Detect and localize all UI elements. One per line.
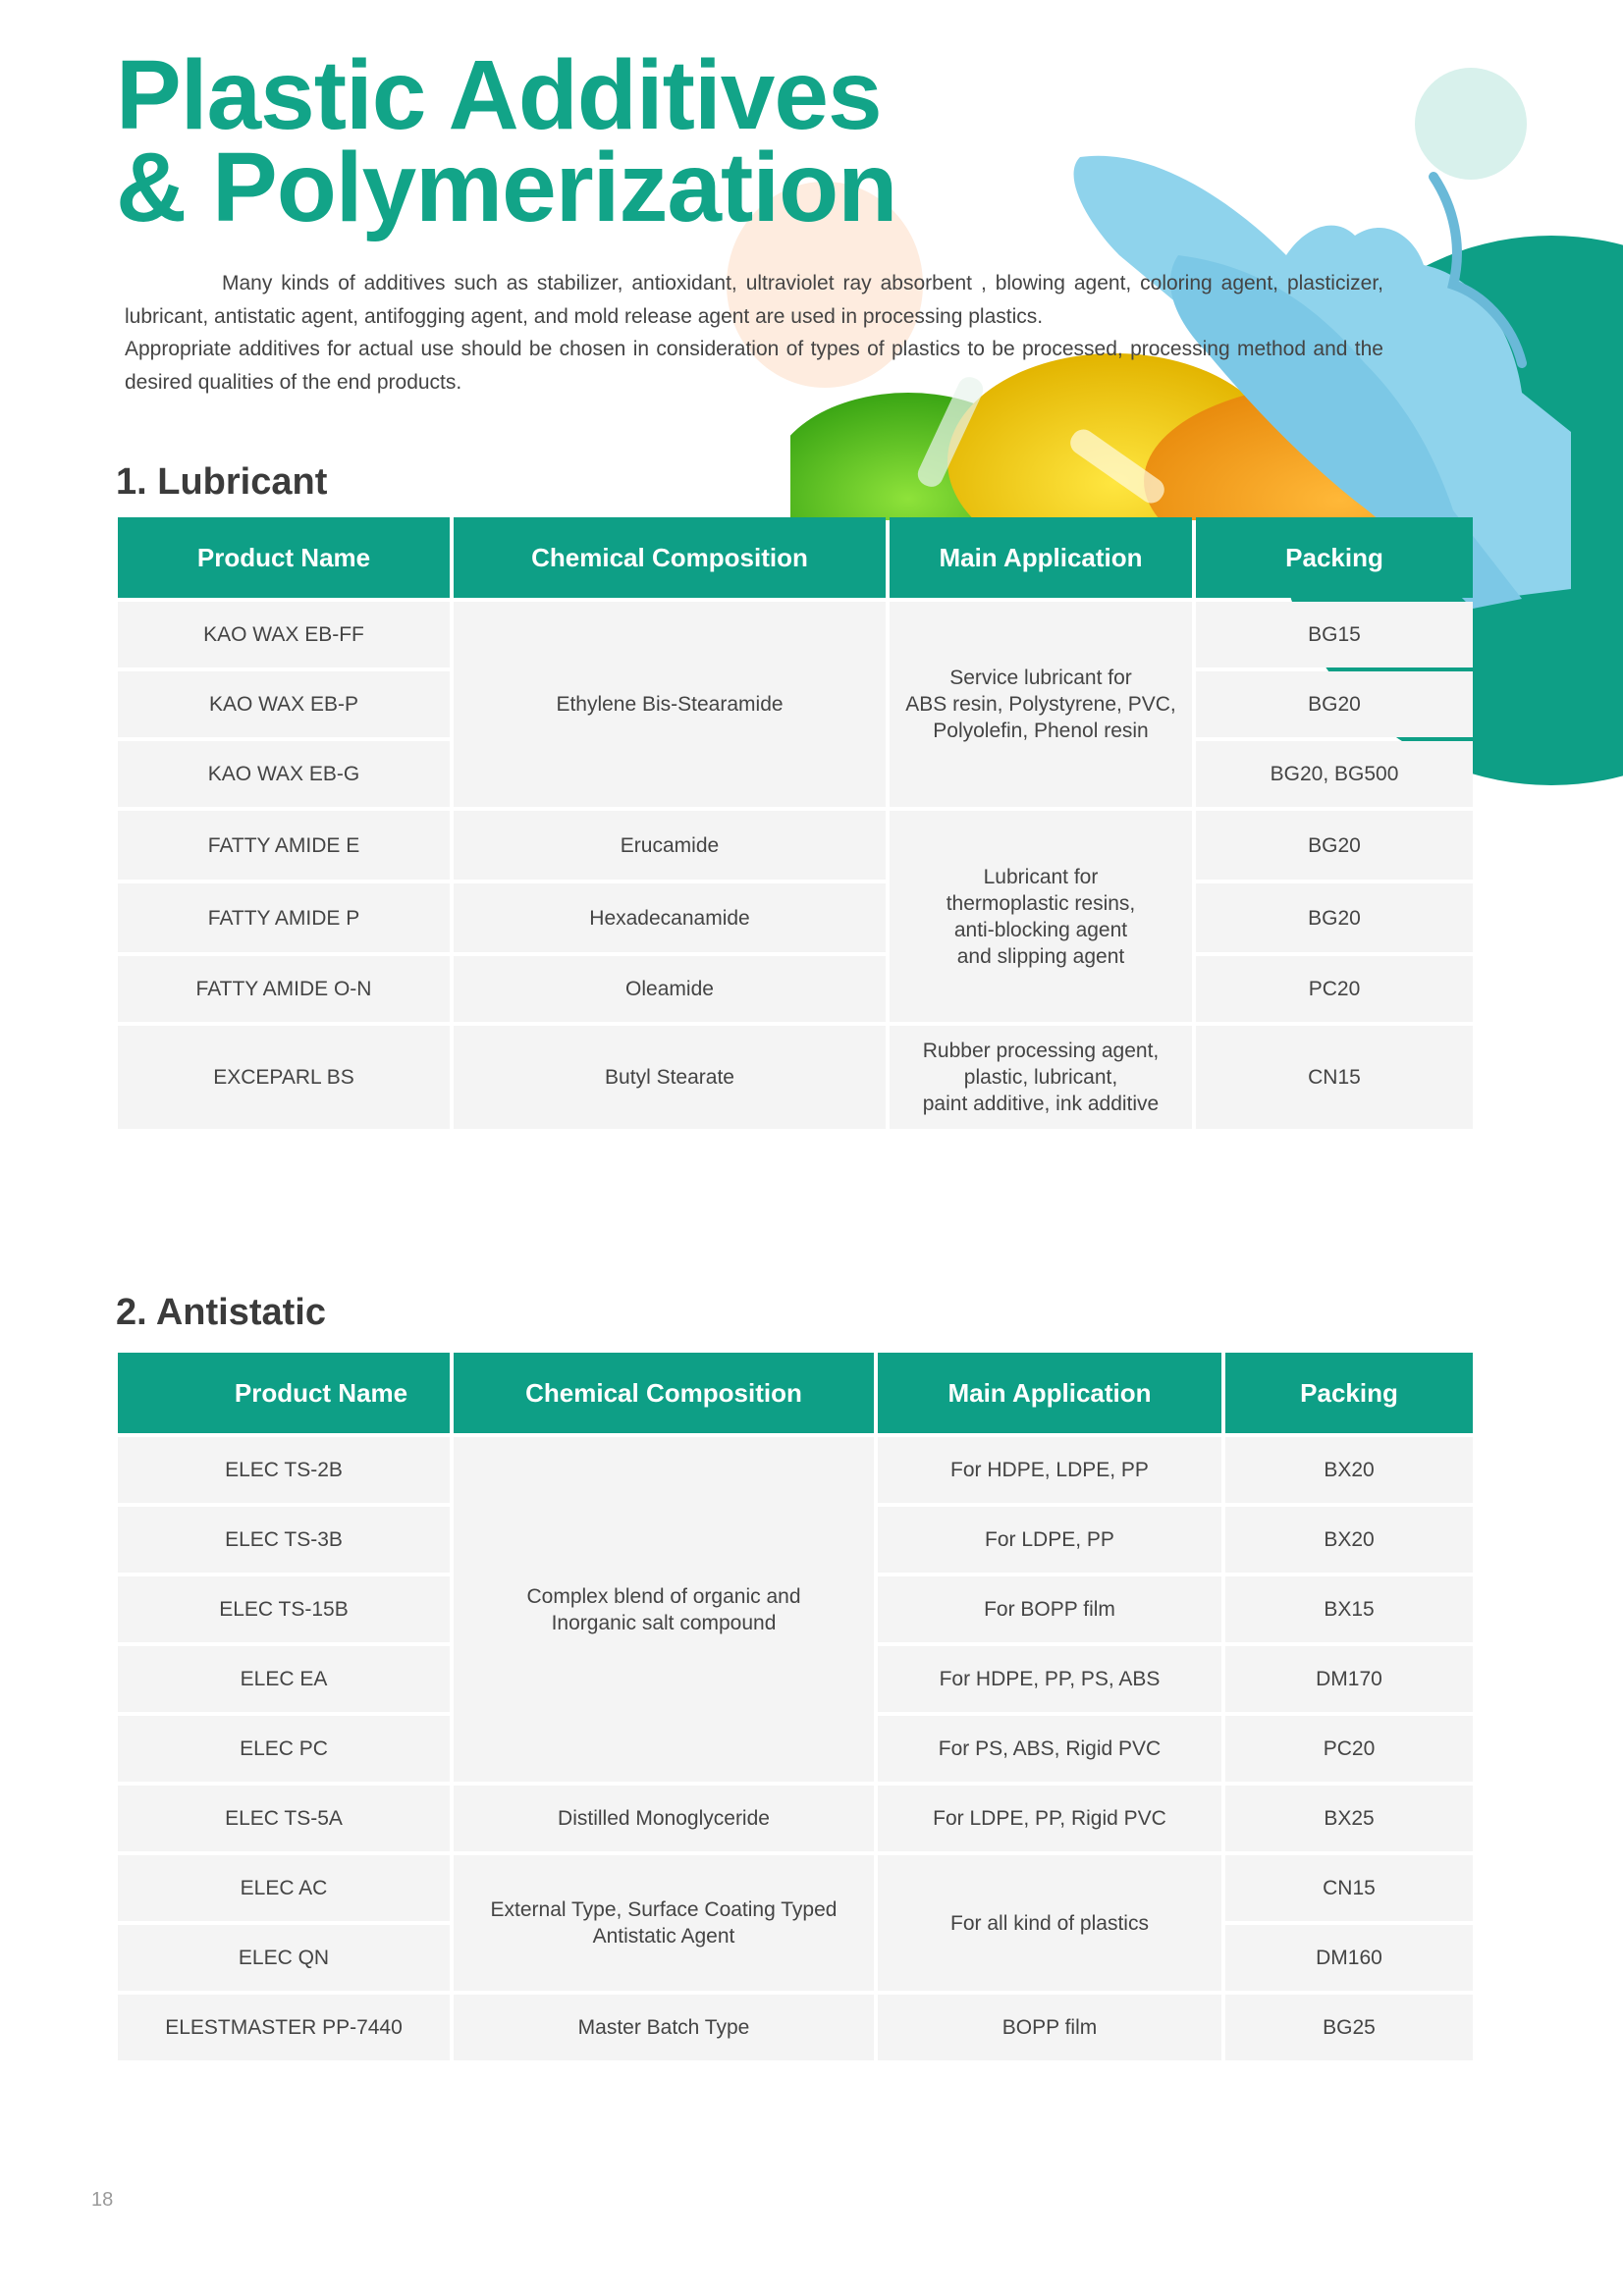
antistatic-table xyxy=(114,1349,1477,2064)
application-line: Service lubricant for xyxy=(949,667,1132,689)
packing-cell: DM160 xyxy=(1225,1925,1473,1991)
application-cell xyxy=(890,1026,1192,1129)
product-cell: ELEC TS-15B xyxy=(118,1576,450,1642)
application-line: ABS resin, Polystyrene, PVC, xyxy=(905,693,1176,716)
packing-cell: BG25 xyxy=(1225,1995,1473,2060)
product-cell: ELEC TS-5A xyxy=(118,1786,450,1851)
application-cell: BOPP film xyxy=(878,1995,1221,2060)
composition-line: Antistatic Agent xyxy=(592,1925,735,1948)
product-cell: KAO WAX EB-P xyxy=(118,671,450,737)
application-cell xyxy=(890,811,1192,1022)
packing-cell: BG15 xyxy=(1196,602,1473,667)
table-row xyxy=(118,883,1473,952)
column-header-product: Product Name xyxy=(118,1353,450,1433)
packing-cell: PC20 xyxy=(1196,956,1473,1022)
table-row xyxy=(118,1995,1473,2060)
column-header-composition: Chemical Composition xyxy=(454,517,886,598)
application-line: Rubber processing agent, xyxy=(922,1040,1160,1062)
intro-paragraph-2: Appropriate additives for actual use should be chosen in consideration of types of plastics to be processed, processing method and the desired qualities of the end products. xyxy=(125,338,1383,394)
column-header-product: Product Name xyxy=(118,517,450,598)
table-row xyxy=(118,811,1473,880)
table-row xyxy=(118,1786,1473,1851)
composition-cell: Hexadecanamide xyxy=(454,883,886,952)
packing-cell: BX20 xyxy=(1225,1437,1473,1503)
application-cell: For LDPE, PP xyxy=(878,1507,1221,1573)
product-cell: EXCEPARL BS xyxy=(118,1026,450,1129)
table-header-row xyxy=(118,517,1473,598)
column-header-packing: Packing xyxy=(1196,517,1473,598)
packing-cell: BX20 xyxy=(1225,1507,1473,1573)
application-line: anti-blocking agent xyxy=(953,918,1128,941)
application-line: paint additive, ink additive xyxy=(922,1093,1160,1115)
lubricant-table xyxy=(114,513,1477,1133)
product-cell: FATTY AMIDE O-N xyxy=(118,956,450,1022)
title-line-2: & Polymerization xyxy=(116,133,897,242)
product-cell: ELEC EA xyxy=(118,1646,450,1712)
application-cell: For all kind of plastics xyxy=(878,1855,1221,1991)
product-cell: KAO WAX EB-FF xyxy=(118,602,450,667)
composition-line: External Type, Surface Coating Typed xyxy=(490,1898,838,1921)
composition-cell xyxy=(454,1855,874,1991)
table-row xyxy=(118,956,1473,1022)
composition-cell: Oleamide xyxy=(454,956,886,1022)
application-cell xyxy=(890,602,1192,807)
product-cell: ELEC QN xyxy=(118,1925,450,1991)
packing-cell: DM170 xyxy=(1225,1646,1473,1712)
product-cell: FATTY AMIDE E xyxy=(118,811,450,880)
packing-cell: BG20 xyxy=(1196,811,1473,880)
intro-text xyxy=(125,267,1383,399)
composition-line: Complex blend of organic and xyxy=(526,1584,801,1608)
product-cell: ELEC TS-2B xyxy=(118,1437,450,1503)
product-cell: ELEC AC xyxy=(118,1855,450,1921)
intro-paragraph-1: Many kinds of additives such as stabilizer, antioxidant, ultraviolet ray absorbent , blowing agent, coloring agent, plasticizer, lubricant, antistatic agent, antifogging agent, and mold release agent are used in processing plastics. xyxy=(125,272,1383,328)
table-row xyxy=(118,1855,1473,1921)
application-line: and slipping agent xyxy=(956,944,1125,968)
packing-cell: CN15 xyxy=(1225,1855,1473,1921)
product-cell: ELEC TS-3B xyxy=(118,1507,450,1573)
column-header-packing: Packing xyxy=(1225,1353,1473,1433)
column-header-composition: Chemical Composition xyxy=(454,1353,874,1433)
packing-cell: BX15 xyxy=(1225,1576,1473,1642)
packing-cell: BG20 xyxy=(1196,671,1473,737)
product-cell: ELESTMASTER PP-7440 xyxy=(118,1995,450,2060)
packing-cell: BG20 xyxy=(1196,883,1473,952)
table-header-row xyxy=(118,1353,1473,1433)
composition-cell: Erucamide xyxy=(454,811,886,880)
application-cell: For BOPP film xyxy=(878,1576,1221,1642)
column-header-application: Main Application xyxy=(878,1353,1221,1433)
section-heading-antistatic: 2. Antistatic xyxy=(116,1292,326,1333)
column-header-application: Main Application xyxy=(890,517,1192,598)
composition-cell: Master Batch Type xyxy=(454,1995,874,2060)
table-row xyxy=(118,1437,1473,1503)
packing-cell: BX25 xyxy=(1225,1786,1473,1851)
packing-cell: BG20, BG500 xyxy=(1196,741,1473,807)
page-title xyxy=(116,40,897,242)
application-cell: For LDPE, PP, Rigid PVC xyxy=(878,1786,1221,1851)
product-cell: FATTY AMIDE P xyxy=(118,883,450,952)
title-line-1: Plastic Additives xyxy=(116,40,882,150)
application-cell: For PS, ABS, Rigid PVC xyxy=(878,1716,1221,1782)
application-line: plastic, lubricant, xyxy=(963,1066,1118,1089)
composition-cell: Ethylene Bis-Stearamide xyxy=(454,602,886,807)
table-row xyxy=(118,1026,1473,1129)
application-cell: For HDPE, LDPE, PP xyxy=(878,1437,1221,1503)
application-line: Polyolefin, Phenol resin xyxy=(933,720,1149,742)
page-number: 18 xyxy=(91,2189,114,2211)
product-cell: ELEC PC xyxy=(118,1716,450,1782)
table-row xyxy=(118,602,1473,667)
application-cell: For HDPE, PP, PS, ABS xyxy=(878,1646,1221,1712)
packing-cell: PC20 xyxy=(1225,1716,1473,1782)
application-line: thermoplastic resins, xyxy=(946,891,1136,915)
section-heading-lubricant: 1. Lubricant xyxy=(116,461,328,503)
composition-cell xyxy=(454,1437,874,1782)
composition-cell: Distilled Monoglyceride xyxy=(454,1786,874,1851)
composition-line: Inorganic salt compound xyxy=(551,1611,777,1634)
application-line: Lubricant for xyxy=(983,865,1099,888)
product-cell: KAO WAX EB-G xyxy=(118,741,450,807)
composition-cell: Butyl Stearate xyxy=(454,1026,886,1129)
packing-cell: CN15 xyxy=(1196,1026,1473,1129)
